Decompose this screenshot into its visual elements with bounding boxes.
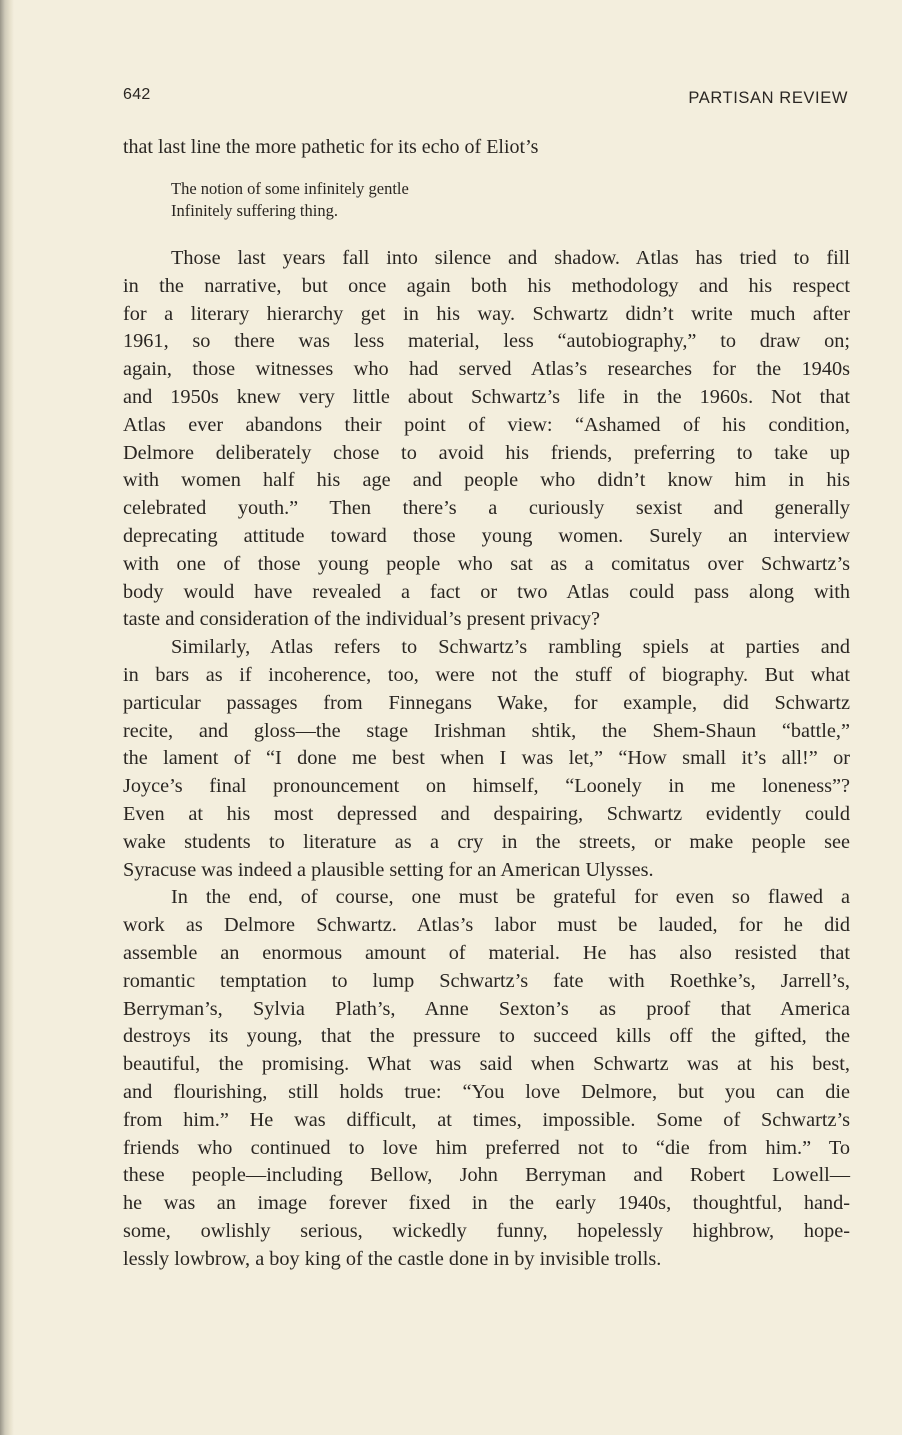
page-gutter-shadow (0, 0, 14, 1435)
text-line: 1961, so there was less material, less “autobiography,” to draw on; (123, 330, 850, 353)
text-line: from him.” He was difficult, at times, impossible. Some of Schwartz’s (123, 1108, 850, 1131)
text-line: Joyce’s final pronouncement on himself, “Loonely in me loneness”? (123, 775, 850, 798)
article-body (123, 133, 850, 1273)
text-line: taste and consideration of the individual’s present privacy? (123, 608, 601, 631)
text-line: beautiful, the promising. What was said when Schwartz was at his best, (123, 1053, 850, 1076)
text-line: Even at his most depressed and despairing, Schwartz evidently could (123, 802, 850, 825)
text-line: the lament of “I done me best when I was let,” “How small it’s all!” or (123, 747, 850, 770)
page-number: 642 (123, 86, 151, 103)
text-line: wake students to literature as a cry in the streets, or make people see (123, 830, 850, 853)
text-line: body would have revealed a fact or two Atlas could pass along with (123, 580, 850, 603)
text-line: with one of those young people who sat as a comitatus over Schwartz’s (123, 552, 850, 575)
quote-line: Infinitely suffering thing. (171, 201, 338, 220)
running-head: PARTISAN REVIEW (688, 89, 848, 107)
text-line: Those last years fall into silence and shadow. Atlas has tried to fill (171, 247, 850, 269)
paragraph (123, 634, 850, 884)
text-line: and 1950s knew very little about Schwartz’s life in the 1960s. Not that (123, 385, 850, 408)
lead-line: that last line the more pathetic for its echo of Eliot’s (123, 136, 539, 158)
text-line: Atlas ever abandons their point of view: “Ashamed of his condition, (123, 413, 850, 436)
text-line: friends who continued to love him preferred not to “die from him.” To (123, 1136, 850, 1159)
text-line: Similarly, Atlas refers to Schwartz’s rambling spiels at parties and (171, 636, 850, 659)
text-line: romantic temptation to lump Schwartz’s fate with Roethke’s, Jarrell’s, (123, 969, 850, 992)
text-line: Berryman’s, Sylvia Plath’s, Anne Sexton’s as proof that America (123, 997, 850, 1020)
quote-line: The notion of some infinitely gentle (171, 179, 409, 198)
text-line: deprecating attitude toward those young women. Surely an interview (123, 524, 850, 547)
block-quote (171, 178, 850, 222)
text-line: again, those witnesses who had served Atlas’s researches for the 1940s (123, 358, 850, 381)
text-line: particular passages from Finnegans Wake, for example, did Schwartz (123, 691, 850, 714)
text-line: In the end, of course, one must be grateful for even so flawed a (171, 886, 850, 909)
text-line: work as Delmore Schwartz. Atlas’s labor must be lauded, for he did (123, 914, 850, 937)
text-line: Delmore deliberately chose to avoid his friends, preferring to take up (123, 441, 850, 464)
text-line: some, owlishly serious, wickedly funny, hopelessly highbrow, hope- (123, 1219, 850, 1242)
paragraph (123, 245, 850, 634)
text-line: these people—including Bellow, John Berryman and Robert Lowell— (123, 1164, 850, 1187)
text-line: and flourishing, still holds true: “You love Delmore, but you can die (123, 1080, 850, 1103)
text-line: destroys its young, that the pressure to succeed kills off the gifted, the (123, 1025, 850, 1048)
text-line: celebrated youth.” Then there’s a curiously sexist and generally (123, 497, 850, 520)
body-paragraphs (123, 245, 850, 1273)
text-line: lessly lowbrow, a boy king of the castle done in by invisible trolls. (123, 1247, 662, 1270)
text-line: in bars as if incoherence, too, were not the stuff of biography. But what (123, 663, 850, 686)
text-line: he was an image forever fixed in the early 1940s, thoughtful, hand- (123, 1192, 850, 1215)
text-line: Syracuse was indeed a plausible setting for an American Ulysses. (123, 858, 654, 881)
text-line: assemble an enormous amount of material. He has also resisted that (123, 941, 850, 964)
paragraph (123, 884, 850, 1273)
text-line: for a literary hierarchy get in his way. Schwartz didn’t write much after (123, 302, 850, 325)
text-line: in the narrative, but once again both his methodology and his respect (123, 274, 850, 297)
text-line: with women half his age and people who didn’t know him in his (123, 469, 850, 492)
text-line: recite, and gloss—the stage Irishman shtik, the Shem-Shaun “battle,” (123, 719, 850, 742)
